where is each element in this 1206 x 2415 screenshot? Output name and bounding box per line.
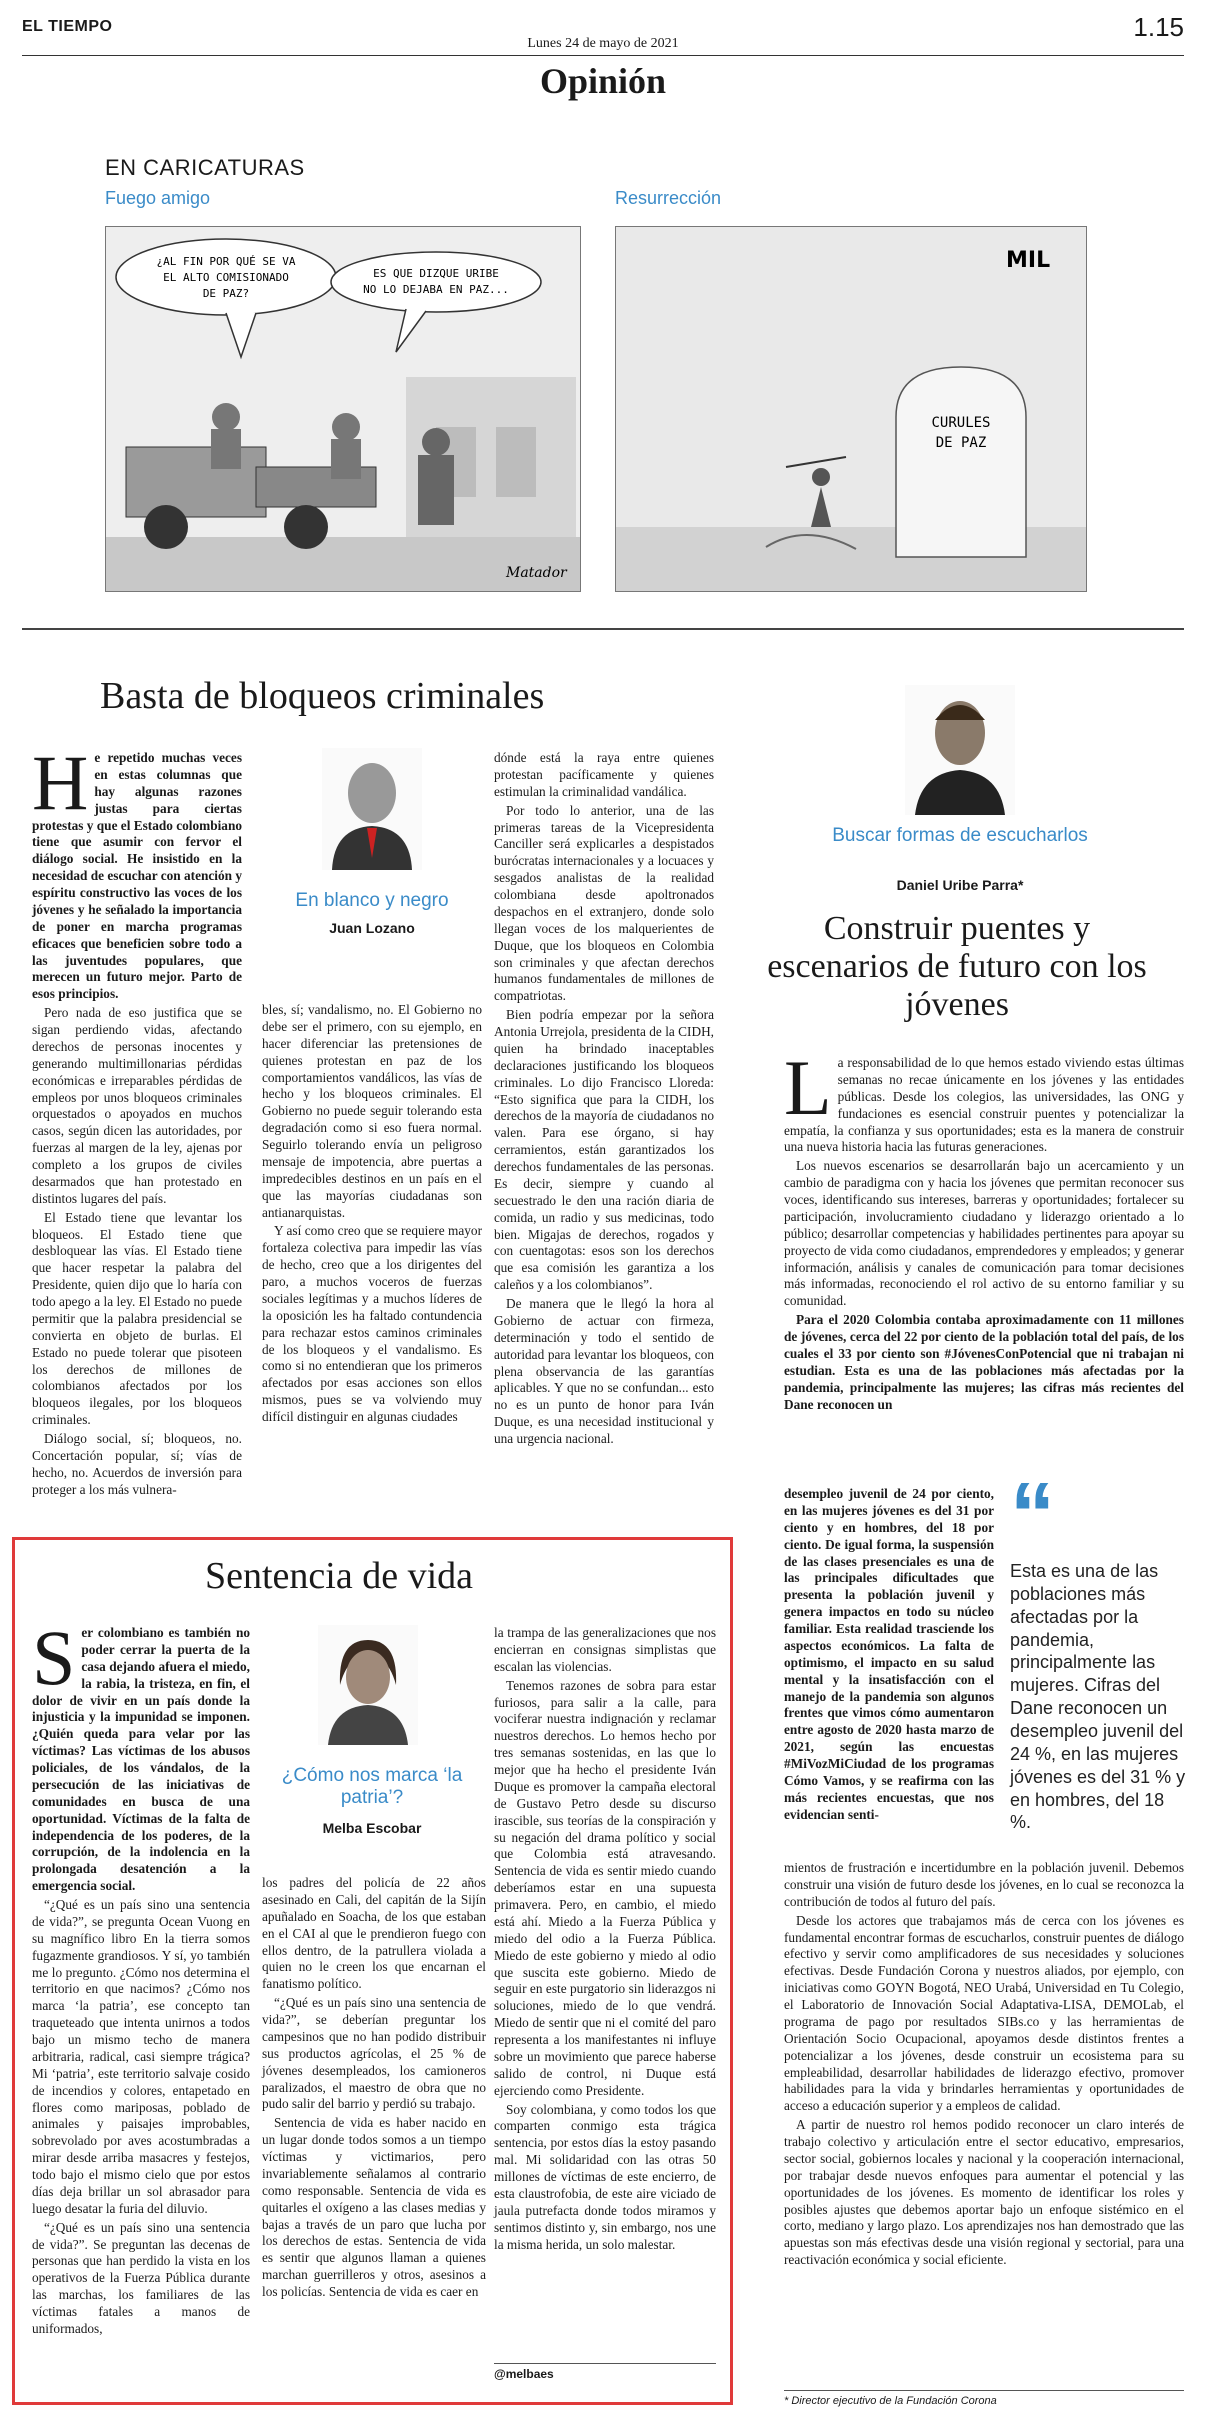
caricaturas-heading: EN CARICATURAS xyxy=(105,155,305,180)
melba-escobar-photo xyxy=(318,1625,418,1745)
article1-col1-p3: El Estado tiene que levantar los bloqueos. El Estado tiene que desbloquear las vías. El Estado tiene que hacer respetar la palabra del Presidente, quien dijo que lo haría con todo apego a la ley. El Estado no puede permitir que la palabra presidencial se convierta en objeto de burlas. El Estado no puede tolerar que pisoteen los derechos de millones de colombianos afectados por los bloqueos ilegales, por los bloqueos criminales. xyxy=(32,1209,242,1428)
article2-col1-p1: Ser colombiano es también no poder cerrar la puerta de la casa dejando afuera el miedo, la rabia, la tristeza, en fin, el dolor de vivir en un país donde la injusticia y la impunidad se imponen. ¿Quién queda para velar por las víctimas? Las víctimas de los abusos policiales, de los vándalos, de la persecución de las iniciativas de comunidades en busca de una oportunidad. Víctimas de la falta de independencia de los poderes, de la corrupción, de la indolencia en la prolongada desatención a la emergencia social. xyxy=(32,1614,250,1894)
article2-author: Melba Escobar xyxy=(322,1820,422,1836)
bubble1-line3: DE PAZ? xyxy=(202,287,250,300)
tomb-line2: DE PAZ xyxy=(935,435,987,451)
cartoon-left-drawing xyxy=(106,227,580,591)
article3-p7: A partir de nuestro rol hemos podido reconocer un claro interés de trabajo colectivo y articulación entre el sector educativo, empresarios, sector social, gobiernos locales y nacional y la cooperación internacional, por trabajar desde nuevos enfoques para aumentar el potencial y las oportunidades de los jóvenes. Es momento de identificar los roles y posibles ajustes que debemos aportar bajo un enfoque sistémico en el corto, mediano y largo plazo. Los aprendizajes nos han demostrado que las apuestas son más efectivas desde una visión regional y sectorial, para una reactivación económica y social eficiente. xyxy=(784,2117,1184,2268)
article2-col2-p2: “¿Qué es un país sino una sentencia de vida?”, se deberían preguntar los campesinos que no han podido distribuir sus productos agrícolas, el 25 % de jóvenes desempleados, los camioneros paralizados, el maestro de obra que no pudo salir del barrio y perdió su trabajo. xyxy=(262,1995,486,2112)
article3-body-narrow: desempleo juvenil de 24 por ciento, en las mujeres jóvenes es del 31 por ciento y en hombres, del 18 por ciento. De igual forma, la suspensión de las clases presenciales es una de las principales dificultades que presenta la población juvenil y genera impactos en todo su núcleo familiar. Esta realidad trasciende los aspectos económicos. La falta de optimismo, el impacto en su salud mental y la insatisfacción con el manejo de la pandemia son algunos frentes que vimos cómo aumentaron entre agosto de 2020 hasta marzo de 2021, según las encuestas #MiVozMiCiudad de los programas Cómo Vamos, y se reafirma con las más recientes encuestas, que nos evidencian senti- xyxy=(784,1486,994,1822)
article1-col1 xyxy=(32,739,242,1501)
article2-dropcap: S xyxy=(32,1614,76,1701)
article2-headline: Sentencia de vida xyxy=(205,1555,474,1597)
article1-col1-p4: Diálogo social, sí; bloqueos, no. Concertación popular, sí; vías de hecho, no. Acuerdos de inversión para proteger a los más vulnera- xyxy=(32,1431,242,1497)
bubble1-line1: ¿AL FIN POR QUÉ SE VA xyxy=(156,255,296,268)
article2-col3-p2: Tenemos razones de sobra para estar furiosos, para salir a la calle, para vociferar nuestra indignación y reclamar nuestros derechos. Lo hemos hecho por tres semanas sostenidas, en las que lo mejor que ha hecho el presidente Iván Duque es promover la campaña electoral de Gustavo Petro desde su discurso irascible, sus teorías de la conspiración y su negación del drama político y social que Colombia está atravesando. Sentencia de vida es sentir miedo cuando deberíamos estar en una supuesta primavera. Pero, en cambio, el miedo está ahí. Miedo a la Fuerza Pública y miedo del odio a la Fuerza Pública. Miedo de este gobierno y miedo al odio que suscita este gobierno. Miedo de seguir en este purgatorio sin liderazgos ni soluciones, miedo de lo que vendrá. Miedo de sentir que ni el comité del paro representa a los manifestantes ni influye sobre un movimiento que parece haberse salido de control, ni Duque está ejerciendo como Presidente. xyxy=(494,1677,716,2098)
pull-quote xyxy=(1010,1465,1190,1834)
page-number: 1.15 xyxy=(1133,12,1184,42)
article2-col1-p2: “¿Qué es un país sino una sentencia de vida?”, se pregunta Ocean Vuong en su magnífico libro En la tierra somos fugazmente grandiosos. Y sí, yo también me lo pregunto. ¿Cómo nos determina el territorio en que nacimos? ¿Cómo nos marca ‘la patria’, ese concepto tan traqueteado que intenta unirnos a todos bajo un mismo techo de manera arbitraria, radical, casi siempre trágica? Mi ‘patria’, este territorio salvaje cosido de incendios y colores, entapetado en flores como mariposas, poblado de animales y paisajes improbables, sobrevolado por aves acostumbradas a mirar desde arriba masacres y festejos, todo bajo el mismo cielo que por estos días deja brillar un sol abrasador para luego desatar la furia del diluvio. xyxy=(32,1897,250,2216)
section-divider xyxy=(22,628,1184,630)
article3-author: Daniel Uribe Parra* xyxy=(896,877,1024,893)
cartoon-left-title: Fuego amigo xyxy=(105,188,211,208)
article2-col1 xyxy=(32,1614,250,2340)
avatar-melba-escobar xyxy=(318,1625,418,1745)
article1-dropcap: H xyxy=(32,739,89,826)
article3-dropcap: L xyxy=(784,1044,832,1131)
bubble2-line1: ES QUE DIZQUE URIBE xyxy=(373,267,499,280)
tomb-line1: CURULES xyxy=(931,415,991,431)
article2-handle: @melbaes xyxy=(494,2363,716,2381)
article3-footnote: * Director ejecutivo de la Fundación Corona xyxy=(784,2390,1184,2407)
cartoon-right-drawing xyxy=(616,227,1086,591)
section-title: Opinión xyxy=(539,61,667,101)
article1-col3-p1: dónde está la raya entre quienes protestan pacíficamente y quienes estimulan la criminalidad vandálica. xyxy=(494,750,714,799)
article1-col3 xyxy=(494,750,714,1450)
pull-quote-text: Esta es una de las poblaciones más afectadas por la pandemia, principalmente las mujeres. Cifras del Dane reconocen un desempleo juvenil del 24 %, en las mujeres jóvenes es del 31 % y en hombres, del 18 %. xyxy=(1010,1561,1186,1833)
article2-col3-p3: Soy colombiana, y como todos los que comparten conmigo esta trágica sentencia, por estos días la estoy pasando mal. Mi solidaridad con las otras 50 millones de víctimas de este encierro, de esta claustrofobia, de este aire viciado de jaula putrefacta donde todos miramos y sentimos distinto y, sin embargo, nos une la misma herida, un solo malestar. xyxy=(494,2101,716,2252)
cartoon-right-title: Resurrección xyxy=(615,188,722,208)
article1-col2-p2: Y así como creo que se requiere mayor fortaleza colectiva para impedir las vías de hecho, creo que a los dirigentes del paro, a muchos voceros de fuerzas sociales legítimas y a muchos líderes de la oposición les ha faltado contundencia para rechazar estos caminos criminales de los bloqueos y el vandalismo. Es como si no entendieran que los primeros afectados por esas acciones son ellos mismos, pues se va volviendo muy difícil distinguir en algunas ciudades xyxy=(262,1223,482,1424)
article1-col2-p1: bles, sí; vandalismo, no. El Gobierno no debe ser el primero, con su ejemplo, en hacer diferenciar las pretensiones de quienes protestan en paz de los comportamientos vandálicos, las vías de hecho y los bloqueos criminales. El Gobierno no puede seguir tolerando esta degradación como si eso fuera normal. Seguirlo tolerando envía un peligroso mensaje de impotencia, abre puertas a impredecibles destinos en un país en el que las mayorías ciudadanas son antianarquistas. xyxy=(262,1002,482,1220)
article1-col1-p1: He repetido muchas veces en estas columnas que hay algunas razones justas para ciertas protestas y que el Estado colombiano tiene que asumir con fervor el diálogo social. He insistido en la necesidad de escuchar con atención y espíritu constructivo las voces de los jóvenes y he señalado la importancia de poner en marcha programas eficaces que beneficien sobre todo a las juventudes populares, que merecen un futuro mejor. Parto de esos principios. xyxy=(32,739,242,1002)
article2-col2 xyxy=(262,1875,486,2303)
article1-col3-p2: Por todo lo anterior, una de las primeras tareas de la Vicepresidenta Canciller será explicarles a despistados burócratas internacionales y a locuaces y sesgados analistas de la realidad colombiana desde apoltronados despachos en el extranjero, donde solo llegan voces de los malquerientes de Duque, que los bloqueos en Colombia son criminales y que afectan derechos humanos fundamentales de millones de compatriotas. xyxy=(494,802,714,1004)
article1-col2 xyxy=(262,1002,482,1428)
cartoon-right-signature: MIL xyxy=(1006,248,1051,273)
article2-column-name: ¿Cómo nos marca ‘la patria’? xyxy=(281,1765,463,1808)
masthead-logo: EL TIEMPO xyxy=(22,18,113,35)
article3-column-name: Buscar formas de escucharlos xyxy=(832,825,1088,846)
article2-col3 xyxy=(494,1625,716,2255)
article1-col3-p3: Bien podría empezar por la señora Antonia Urrejola, presidenta de la CIDH, quien ha brindado inaceptables declaraciones justificando los bloqueos criminales. Lo dijo Francisco Lloreda: “Esto significa que para la CIDH, los derechos de la mayoría de ciudadanos no valen. Para ese órgano, si hay cerramientos, están garantizados los derechos fundamentales de las personas. Es decir, siempre y cuando al secuestrado le den una ración diaria de comida, un radio y sus medicinas, todo bien. Migajas de derechos, rogados y con cuentagotas: esos son los derechos que esa comisión les garantiza a los caleños y a los colombianos”. xyxy=(494,1007,714,1293)
article2-col1-p3: “¿Qué es un país sino una sentencia de vida?”. Se preguntan las decenas de personas que han perdido la vista en los operativos de la Fuerza Pública durante las marchas, los familiares de las víctimas fatales a manos de uniformados, xyxy=(32,2219,250,2336)
daniel-uribe-photo xyxy=(905,685,1015,815)
article3-headline: Construir puentes y escenarios de futuro con los jóvenes xyxy=(767,910,1147,1024)
article3-p6: Desde los actores que trabajamos más de cerca con los jóvenes es fundamental encontrar formas de escucharlos, construir puentes de diálogo efectivo y servir como amplificadores de sus necesidades y soluciones efectivas. Desde Fundación Corona y nuestros aliados, por ejemplo, con iniciativas como GOYN Bogotá, NEO Urabá, Universidad en Tu Colegio, el Laboratorio de Innovación Social Adaptativa-LISA, DEMOLab, el programa de pago por resultados SIBs.co y las herramientas de Orientación Socio Ocupacional, apoyamos desde distintos frentes a potencializar a los jóvenes, desde construir un ecosistema para su empleabilidad, desarrollar habilidades de liderazgo efectivo, promover habilidades para la vida y brindarles herramientas y oportunidades de acceso a educación superior y a empleos de calidad. xyxy=(784,1912,1184,2114)
avatar-daniel-uribe xyxy=(905,685,1015,815)
article3-p3: Para el 2020 Colombia contaba aproximadamente con 11 millones de jóvenes, cerca del 22 por ciento de la población total del país, de los cuales el 33 por ciento son #JóvenesConPotencial que ni trabajan ni estudian. Esta es una de las poblaciones más afectadas por la pandemia, principalmente las mujeres; las cifras más recientes del Dane reconocen un xyxy=(784,1312,1184,1412)
issue-date: Lunes 24 de mayo de 2021 xyxy=(527,36,679,51)
article3-body-bottom xyxy=(784,1860,1184,2271)
juan-lozano-photo xyxy=(322,748,422,870)
bubble2-line2: NO LO DEJABA EN PAZ... xyxy=(363,283,509,296)
cartoon-resurreccion xyxy=(615,226,1087,592)
article2-col3-p1: la trampa de las generalizaciones que nos encierran en consignas simplistas que escalan las violencias. xyxy=(494,1625,716,1674)
article1-col3-p4: De manera que le llegó la hora al Gobierno de actuar con firmeza, determinación y todo el sentido de autoridad para levantar los bloqueos, con plena observancia de las garantías aplicables. Y que no se confundan... esto no es un punto de honor para Iván Duque, es una necesidad institucional y una urgencia nacional. xyxy=(494,1296,714,1446)
article1-author: Juan Lozano xyxy=(329,920,415,936)
quote-mark-icon: “ xyxy=(1010,1465,1055,1565)
article1-col1-p2: Pero nada de eso justifica que se sigan perdiendo vidas, afectando derechos de personas inocentes y generando multimillonarias pérdidas económicas e irreparables pérdidas de empleos por unos bloqueos criminales orquestados o apoyados en muchos casos, según dicen las autoridades, por fuerzas al margen de la ley, ajenas por completo a los grupos de civiles desarmados que han protestado en distintos lugares del país. xyxy=(32,1005,242,1206)
cartoon-left-signature: Matador xyxy=(506,565,567,581)
article1-headline: Basta de bloqueos criminales xyxy=(100,675,545,717)
article3-p2: Los nuevos escenarios se desarrollarán bajo un acercamiento y un cambio de paradigma con y hacia los jóvenes que permitan reconocer sus voces, identificando sus intereses, barreras y oportunidades; fortalecer su participación, involucramiento ciudadano y liderazgo orientado a lo público; desarrollar competencias y habilidades pertinentes para apoyar su proyecto de vida como ciudadanos, emprendedores y empleados; y generar información, análisis y canales de comunicación para tomar decisiones más informadas, reconociendo el rol activo de su entorno familiar y su comunidad. xyxy=(784,1158,1184,1309)
cartoon-fuego-amigo xyxy=(105,226,581,592)
avatar-juan-lozano xyxy=(322,748,422,870)
article1-column-name: En blanco y negro xyxy=(295,890,449,911)
article2-col2-p3: Sentencia de vida es haber nacido en un lugar donde todos somos a un tiempo víctimas y victimarios, pero invariablemente señalamos al contrario como responsable. Sentencia de vida es quitarles el oxígeno a las clases medias y bajas a través de un paro que lucha por los derechos de estas. Sentencia de vida es sentir que algunos llaman a quienes marchan guerrilleros y otros, asesinos a los policías. Sentencia de vida es caer en xyxy=(262,2115,486,2299)
article3-body-top xyxy=(784,1044,1184,1415)
article2-col2-p1: los padres del policía de 22 años asesinado en Cali, del capitán de la Sijín apuñalado en Soacha, de los que estaban en el CAI al que le prendieron fuego con ellos dentro, de la patrullera violada a quien no le creen los que encarnan el fanatismo político. xyxy=(262,1875,486,1992)
header-rule xyxy=(22,55,1184,56)
article3-p5: mientos de frustración e incertidumbre en la población juvenil. Debemos construir una visión de futuro desde los jóvenes, en lo cual se reconozca la contribución de todos al futuro del país. xyxy=(784,1860,1184,1909)
bubble1-line2: EL ALTO COMISIONADO xyxy=(163,271,289,284)
article3-p1: La responsabilidad de lo que hemos estado viviendo estas últimas semanas no recae únicamente en los jóvenes y las entidades públicas. Desde los colegios, las universidades, las ONG y fundaciones es esencial construir puentes y potencializar la empatía, la confianza y sus oportunidades; esta es la manera de construir una nueva historia hacia las futuras generaciones. xyxy=(784,1044,1184,1155)
